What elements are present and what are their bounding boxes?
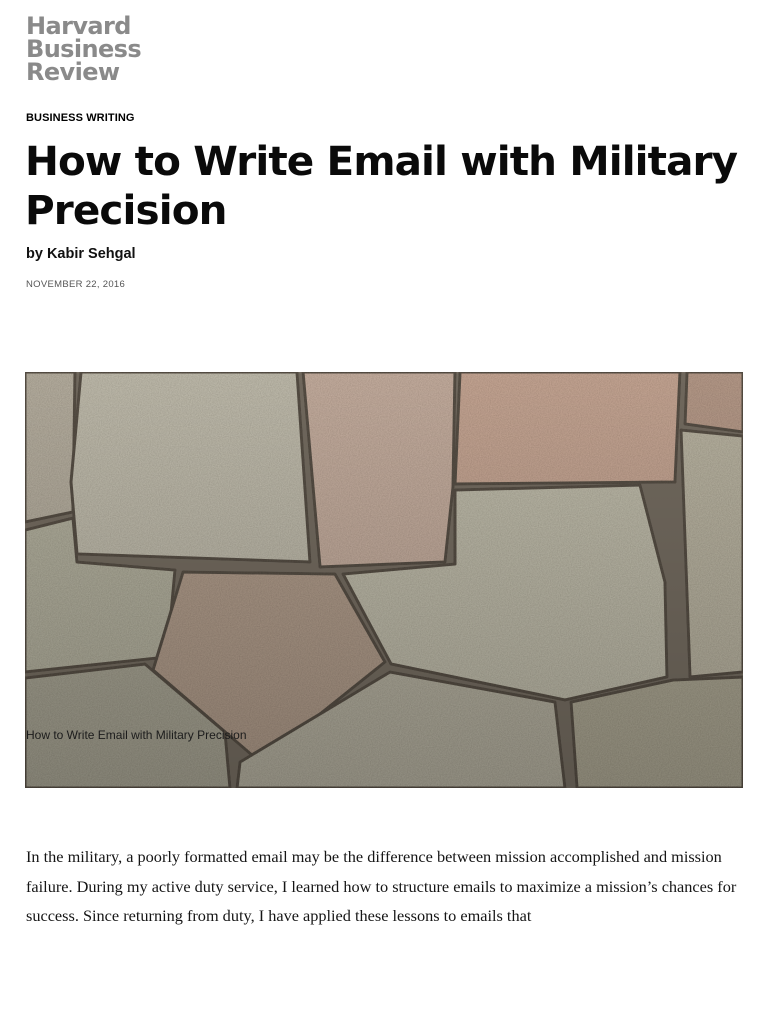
hbr-logo[interactable] [26,12,142,86]
article-byline[interactable]: by Kabir Sehgal [26,246,136,262]
logo-line-2: Business [26,35,142,63]
hero-image [25,372,743,788]
logo-line-3: Review [26,58,120,86]
stone-wall-illustration [25,372,743,788]
article-date: NOVEMBER 22, 2016 [26,279,126,290]
article-title: How to Write Email with Military Precision [25,137,738,234]
logo-line-1: Harvard [26,12,131,40]
article-body-paragraph: In the military, a poorly formatted email may be the difference between mission accomplished and mission failure. During my active duty service, I learned how to structure emails to maximize a mission’s chances for success. Since returning from duty, I have applied these lessons to emails that [26,847,737,925]
image-caption: How to Write Email with Military Precision [26,728,247,742]
article-category[interactable]: BUSINESS WRITING [26,112,135,124]
